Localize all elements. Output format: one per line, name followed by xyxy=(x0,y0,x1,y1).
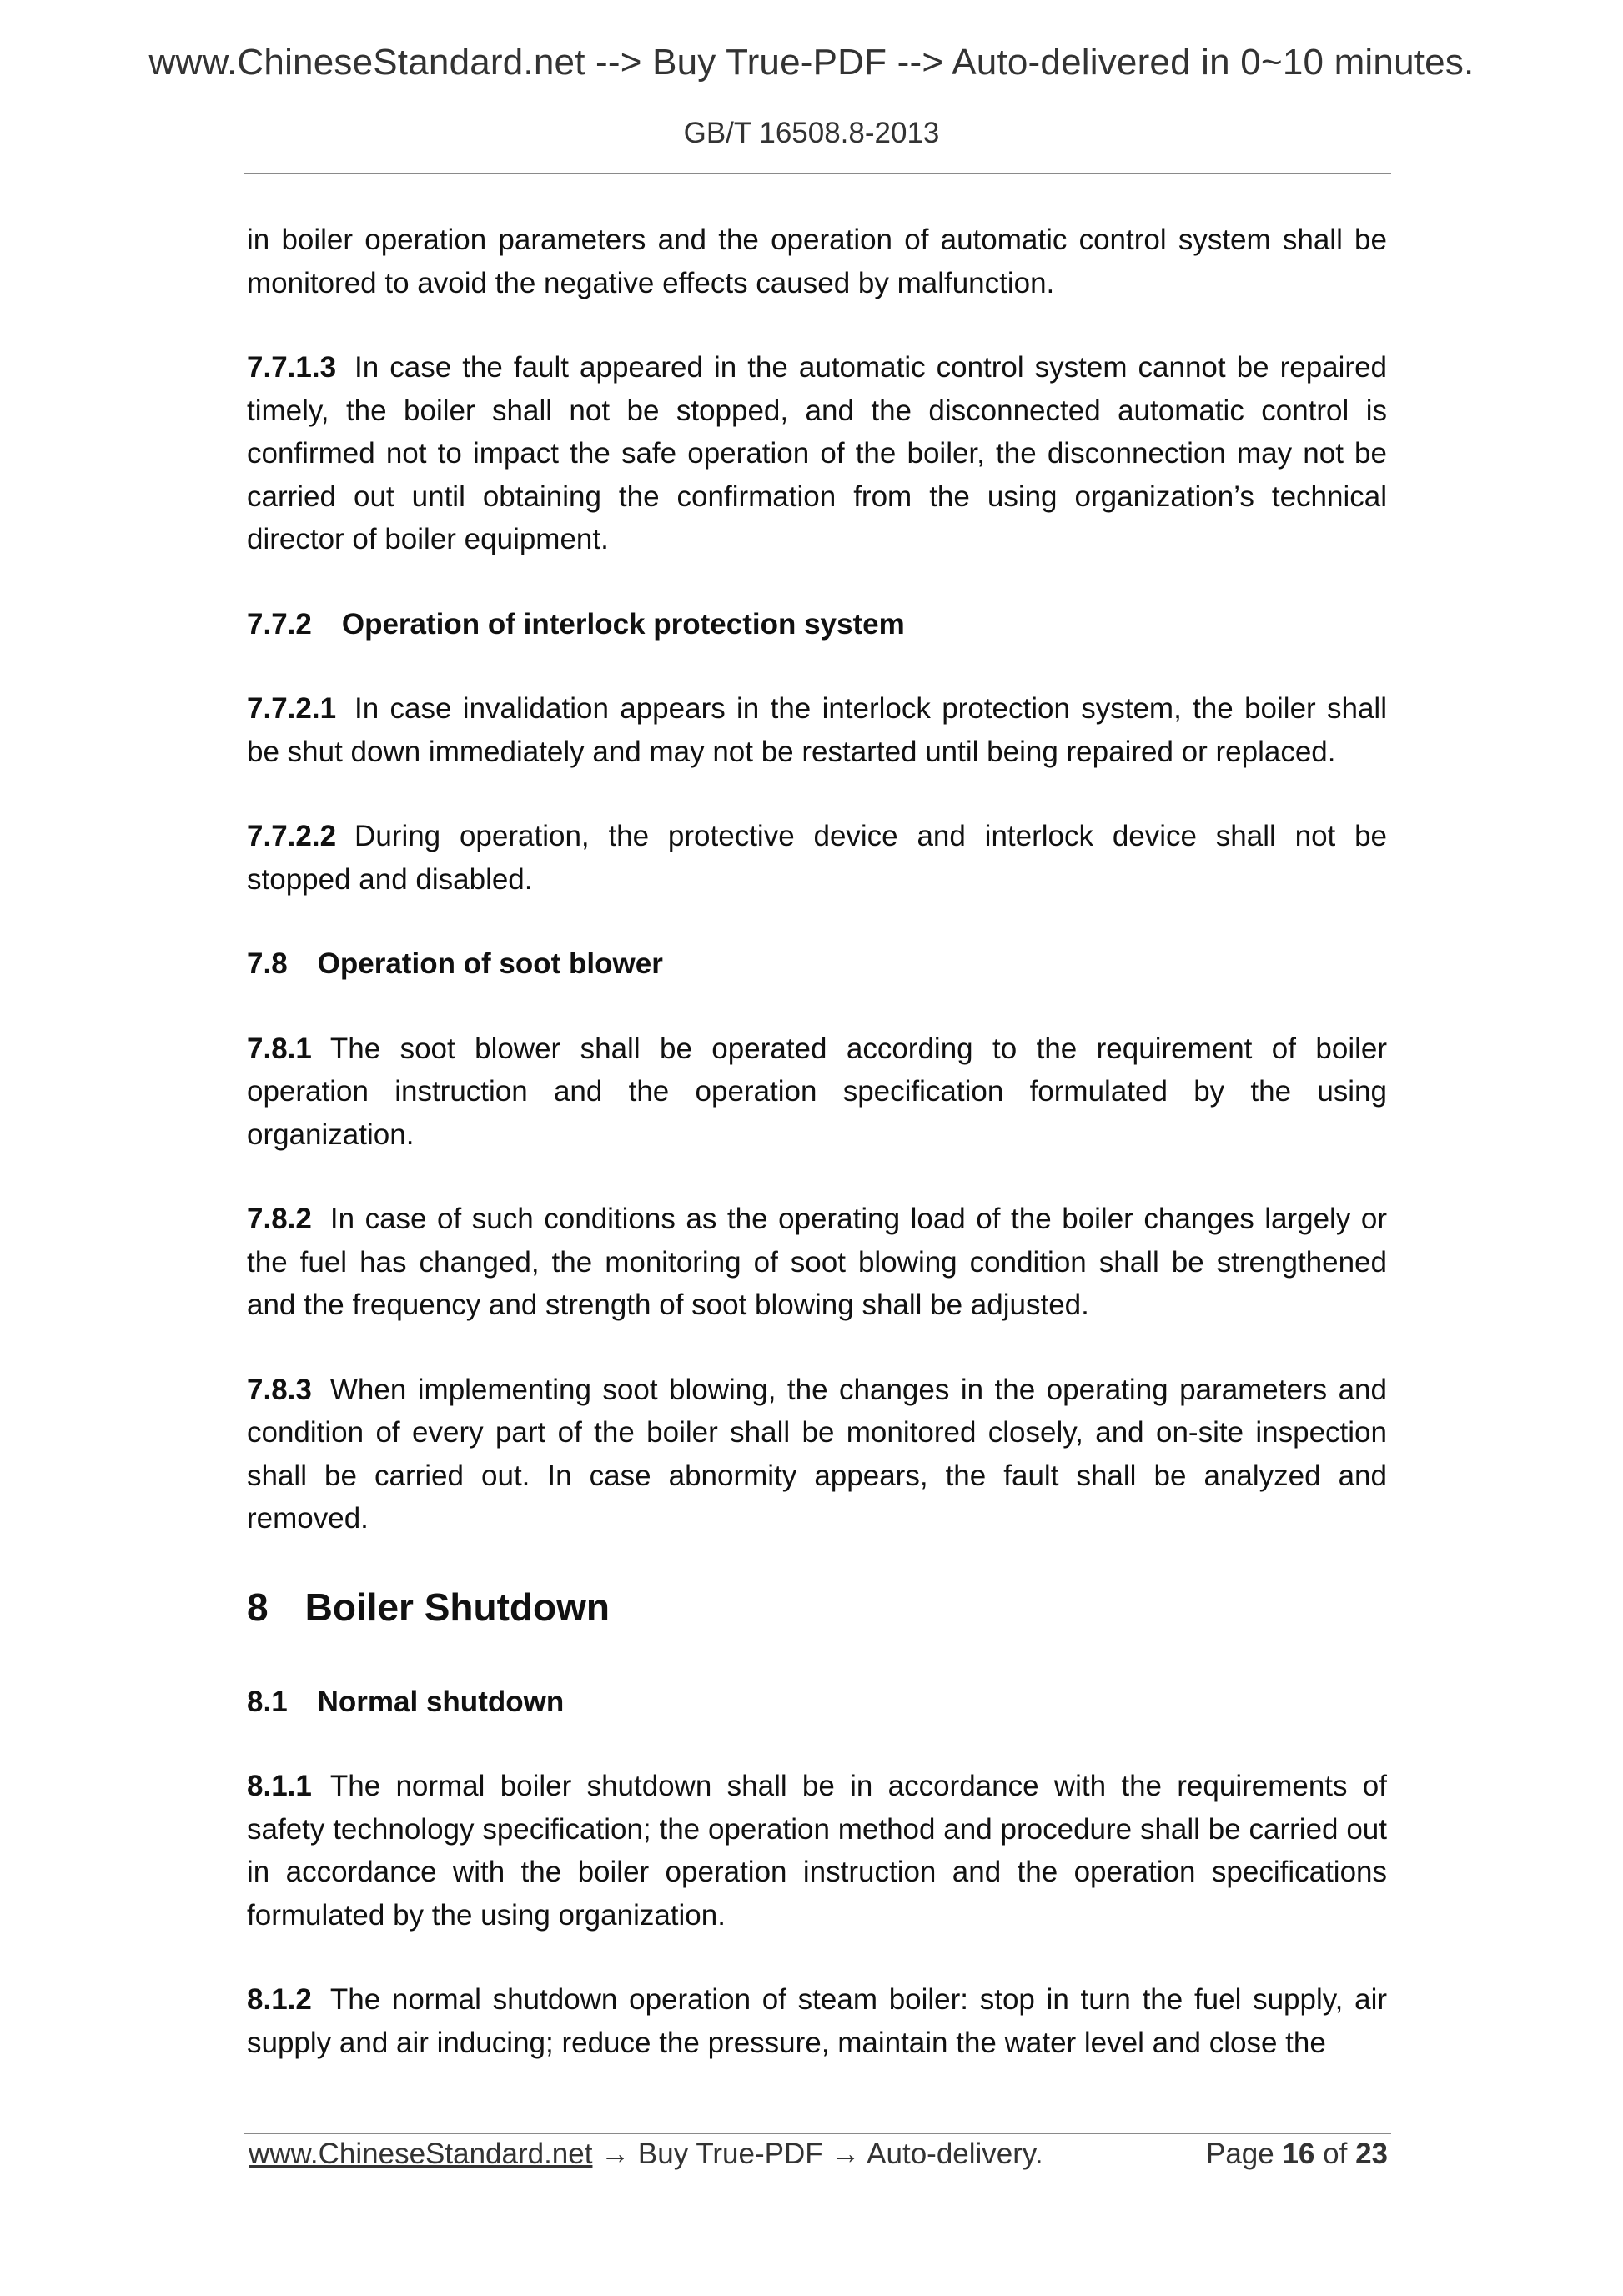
page-content xyxy=(247,219,1387,2106)
document-number: GB/T 16508.8-2013 xyxy=(683,117,940,149)
paragraph-continuation xyxy=(247,219,1387,304)
chapter-heading-8 xyxy=(247,1582,1387,1632)
clause-text: The normal shutdown operation of steam boiler: stop in turn the fuel supply, air supply and air inducing; reduce the pressure, maintain the water level and close the xyxy=(247,1983,1387,2059)
clause-7-7-2-1 xyxy=(247,687,1387,773)
clause-7-8-2 xyxy=(247,1198,1387,1327)
page-label: Page xyxy=(1205,2138,1274,2170)
heading-text: Operation of interlock protection system xyxy=(341,607,905,641)
chapter-number: 8 xyxy=(247,1585,269,1629)
heading-number: 8.1 xyxy=(247,1685,288,1718)
heading-text: Operation of soot blower xyxy=(317,947,663,980)
clause-text: The normal boiler shutdown shall be in accordance with the requirements of safety technology specification; the operation method and procedure shall be carried out in accordance with the boiler operation instruction and the operation specifications formulated by the using organization. xyxy=(247,1770,1387,1932)
clause-number: 7.8.1 xyxy=(247,1032,312,1065)
heading-number: 7.8 xyxy=(247,947,288,980)
top-banner: www.ChineseStandard.net --> Buy True-PDF --> Auto-delivered in 0~10 minutes. xyxy=(148,42,1475,83)
current-page-number: 16 xyxy=(1282,2138,1315,2170)
chapter-title: Boiler Shutdown xyxy=(304,1585,611,1629)
clause-8-1-1 xyxy=(247,1765,1387,1937)
footer-tagline: → Buy True-PDF → Auto-delivery. xyxy=(592,2138,1043,2170)
heading-7-8 xyxy=(247,942,1387,986)
clause-number: 7.8.2 xyxy=(247,1203,312,1235)
clause-number: 8.1.2 xyxy=(247,1983,312,2016)
clause-text: In case invalidation appears in the interlock protection system, the boiler shall be shut down immediately and may not be restarted until being repaired or replaced. xyxy=(247,692,1387,768)
clause-text: In case of such conditions as the operating load of the boiler changes largely or the fuel has changed, the monitoring of soot blowing condition shall be strengthened and the frequency and strength of soot blowing shall be adjusted. xyxy=(247,1203,1387,1321)
clause-number: 7.7.2.2 xyxy=(247,820,337,852)
clause-number: 7.8.3 xyxy=(247,1373,312,1406)
header-divider xyxy=(244,173,1391,174)
heading-text: Normal shutdown xyxy=(317,1685,565,1718)
clause-7-7-1-3 xyxy=(247,346,1387,561)
heading-8-1 xyxy=(247,1681,1387,1724)
heading-number: 7.7.2 xyxy=(247,607,312,641)
clause-7-8-1 xyxy=(247,1027,1387,1157)
clause-number: 7.7.1.3 xyxy=(247,351,337,384)
clause-7-7-2-2 xyxy=(247,815,1387,901)
clause-text: When implementing soot blowing, the changes in the operating parameters and condition of every part of the boiler shall be monitored closely, and on-site inspection shall be carried out. In case abnormity appears, the fault shall be analyzed and removed. xyxy=(247,1373,1387,1535)
footer-left xyxy=(249,2138,1043,2171)
page-footer xyxy=(249,2138,1388,2176)
clause-text: During operation, the protective device and interlock device shall not be stopped and disabled. xyxy=(247,820,1387,896)
of-label: of xyxy=(1323,2138,1348,2170)
clause-text: In case the fault appeared in the automatic control system cannot be repaired timely, the boiler shall not be stopped, and the disconnected automatic control is confirmed not to impact the safe operation of the boiler, the disconnection may not be carried out until obtaining the confirmation from the using organization’s technical director of boiler equipment. xyxy=(247,351,1387,555)
heading-7-7-2 xyxy=(247,603,1387,646)
clause-7-8-3 xyxy=(247,1369,1387,1540)
page-indicator xyxy=(1206,2138,1388,2171)
footer-divider xyxy=(244,2133,1391,2134)
footer-website-link[interactable]: www.ChineseStandard.net xyxy=(249,2138,593,2170)
clause-text: The soot blower shall be operated according to the requirement of boiler operation instruction and the operation specification formulated by the using organization. xyxy=(247,1032,1387,1151)
clause-8-1-2 xyxy=(247,1978,1387,2064)
clause-number: 7.7.2.1 xyxy=(247,692,337,725)
paragraph-text: in boiler operation parameters and the operation of automatic control system shall be monitored to avoid the negative effects caused by malfunction. xyxy=(247,224,1387,299)
total-pages-number: 23 xyxy=(1355,2138,1388,2170)
clause-number: 8.1.1 xyxy=(247,1770,312,1802)
